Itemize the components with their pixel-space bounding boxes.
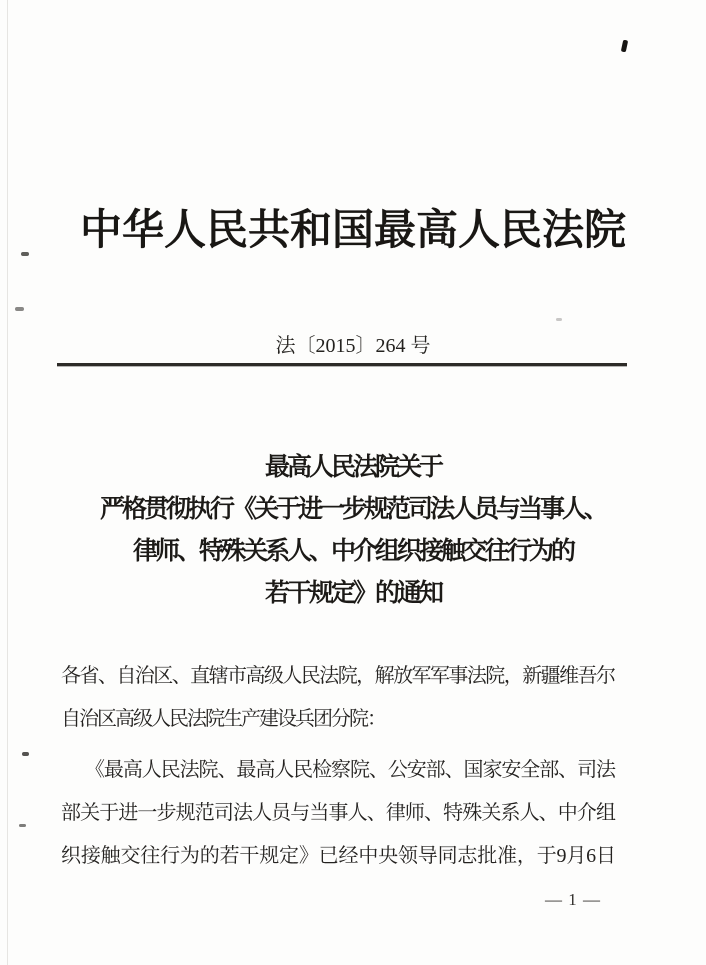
letterhead-title: 中华人民共和国最高人民法院 [79,208,626,254]
document-body [61,655,614,878]
page-number: — 1 — [545,890,601,909]
document-number: 法〔2015〕264 号 [275,335,431,357]
paragraph-line: 《最高人民法院、最高人民检察院、公安部、国家安全部、司法 [85,759,614,781]
paragraph-line: 织接触交往行为的若干规定》已经中央领导同志批准，于9月6日 [61,845,614,867]
notice-title-line: 严格贯彻执行《关于进一步规范司法人员与当事人、 [99,496,606,523]
notice-title-line: 若干规定》的通知 [264,580,441,607]
notice-title-line: 律师、特殊关系人、中介组织接触交往行为的 [132,538,573,565]
header-rule [57,363,627,366]
paragraph-line: 部关于进一步规范司法人员与当事人、律师、特殊关系人、中介组 [61,802,614,824]
scan-speck [556,318,562,321]
recipients-line: 各省、自治区、直辖市高级人民法院，解放军军事法院，新疆维吾尔 [61,665,614,687]
notice-title [55,447,651,615]
notice-title-line: 最高人民法院关于 [264,454,441,481]
scan-speck [621,40,628,53]
paragraph-gap [61,741,614,749]
scan-speck [15,307,24,311]
scan-speck [22,752,29,756]
recipients-line: 自治区高级人民法院生产建设兵团分院： [61,708,385,730]
scan-edge-line [7,0,8,965]
scan-speck [19,824,26,827]
